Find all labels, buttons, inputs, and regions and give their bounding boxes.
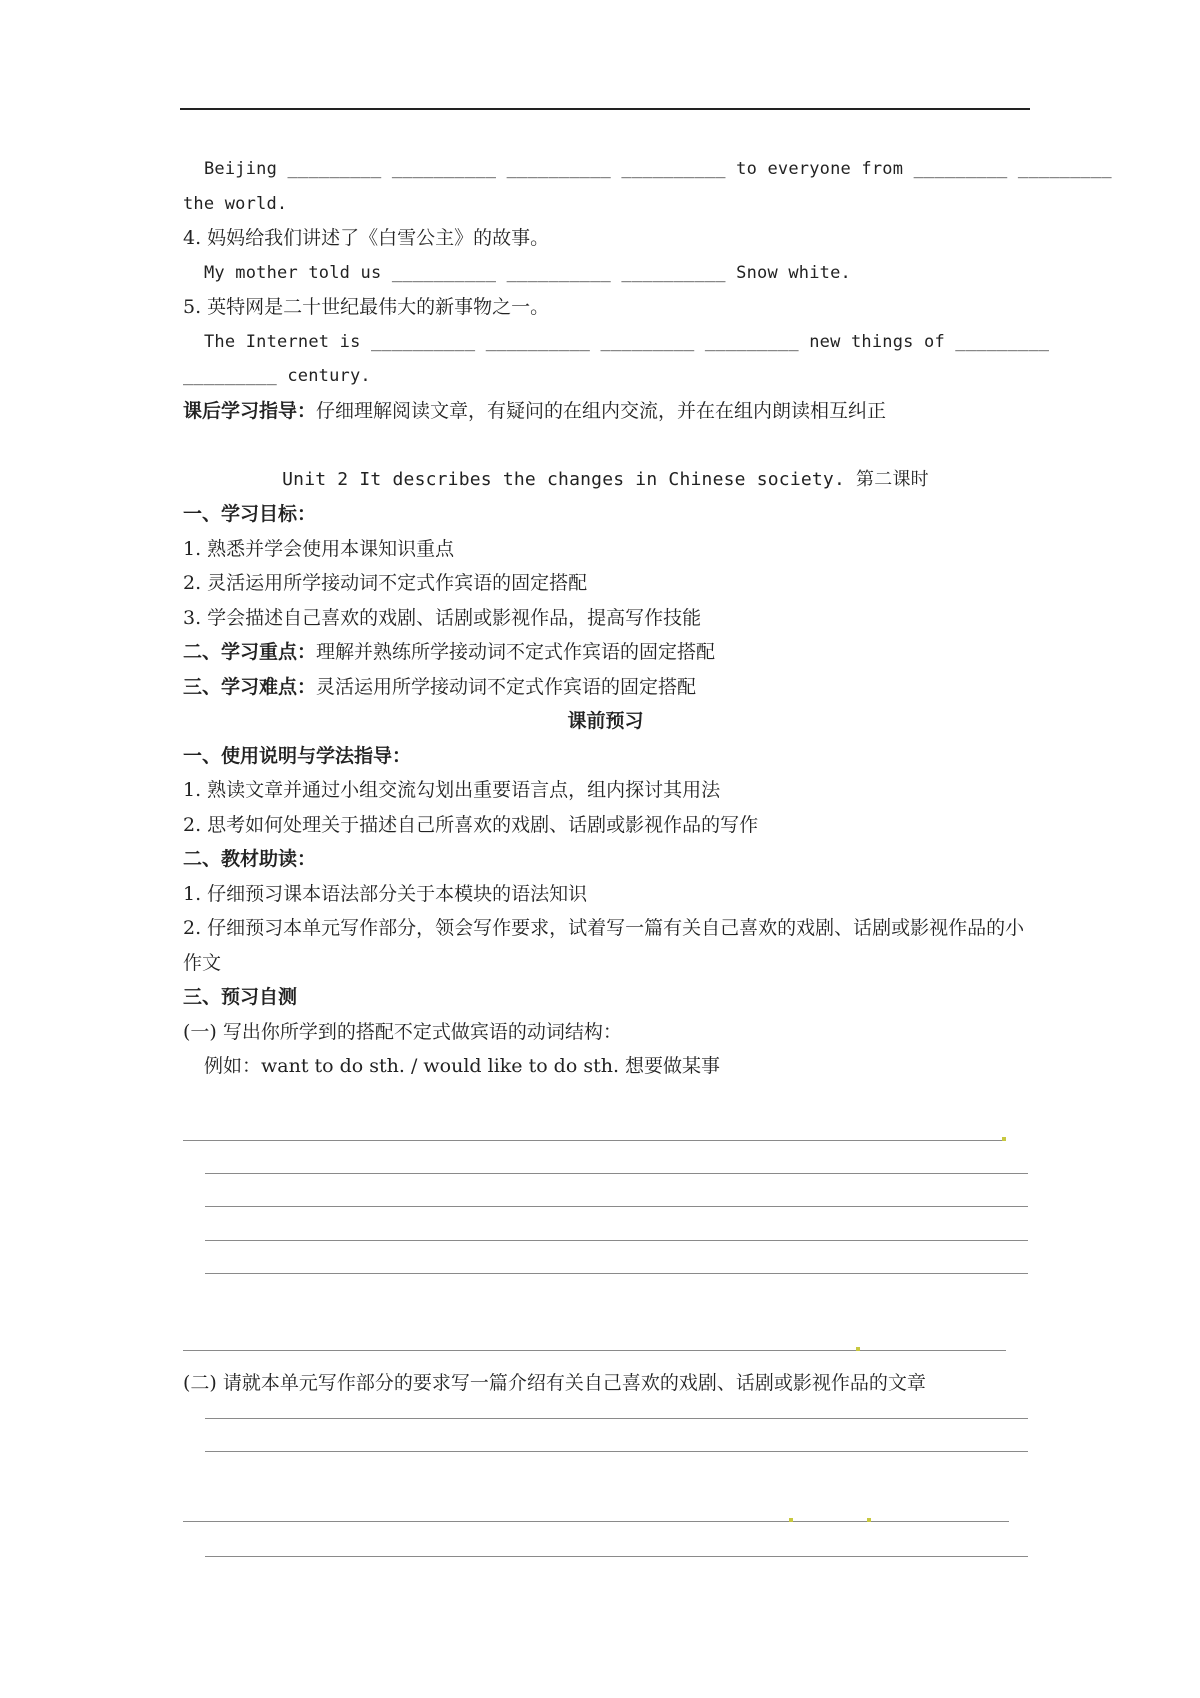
answer-line[interactable] bbox=[205, 1273, 1028, 1274]
answer-line[interactable] bbox=[205, 1206, 1028, 1207]
textbook-item: 1. 仔细预习课本语法部分关于本模块的语法知识 bbox=[183, 882, 588, 905]
spacer bbox=[183, 428, 1028, 463]
answer-line[interactable] bbox=[183, 1140, 1003, 1141]
answer-line[interactable] bbox=[183, 1350, 1006, 1351]
question-5-line-2: _________ century. bbox=[183, 366, 371, 386]
question-4-answer: My mother told us __________ __________ __________ Snow white. bbox=[204, 262, 851, 283]
part-2-prompt: (二) 请就本单元写作部分的要求写一篇介绍有关自己喜欢的戏剧、话剧或影视作品的文章 bbox=[183, 1372, 926, 1394]
after-class-text: 仔细理解阅读文章，有疑问的在组内交流，并在在组内朗读相互纠正 bbox=[316, 399, 887, 422]
difficulty bbox=[183, 670, 1028, 705]
key-points bbox=[183, 635, 1028, 670]
answer-line[interactable] bbox=[183, 1521, 1009, 1522]
self-test-heading: 三、预习自测 bbox=[183, 986, 298, 1008]
highlight-mark bbox=[1002, 1137, 1006, 1141]
goal-item: 2. 灵活运用所学接动词不定式作宾语的固定搭配 bbox=[183, 572, 588, 594]
textbook-heading: 二、教材助读： bbox=[183, 848, 317, 870]
unit-title: Unit 2 It describes the changes in Chinese society. 第二课时 bbox=[282, 468, 929, 490]
answer-line[interactable] bbox=[205, 1556, 1028, 1557]
highlight-mark bbox=[856, 1347, 860, 1351]
answer-line[interactable] bbox=[205, 1173, 1028, 1174]
worksheet-page bbox=[183, 152, 1112, 1084]
question-5-prompt: 5. 英特网是二十世纪最伟大的新事物之一。 bbox=[183, 296, 550, 318]
difficulty-label: 三、学习难点： bbox=[183, 675, 317, 698]
goal-item: 1. 熟悉并学会使用本课知识重点 bbox=[183, 537, 455, 560]
question-5-line-1: The Internet is __________ __________ _________ _________ new things of _________ bbox=[204, 331, 1050, 352]
highlight-mark bbox=[789, 1518, 793, 1522]
usage-heading: 一、使用说明与学法指导： bbox=[183, 744, 412, 767]
highlight-mark bbox=[867, 1518, 871, 1522]
usage-item: 1. 熟读文章并通过小组交流勾划出重要语言点，组内探讨其用法 bbox=[183, 779, 721, 801]
part-1-prompt: (一) 写出你所学到的搭配不定式做宾语的动词结构： bbox=[183, 1020, 622, 1043]
difficulty-text: 灵活运用所学接动词不定式作宾语的固定搭配 bbox=[316, 675, 697, 698]
preview-title: 课前预习 bbox=[567, 710, 644, 732]
goal-item: 3. 学会描述自己喜欢的戏剧、话剧或影视作品，提高写作技能 bbox=[183, 606, 702, 629]
goals-heading: 一、学习目标： bbox=[183, 503, 317, 525]
usage-item: 2. 思考如何处理关于描述自己所喜欢的戏剧、话剧或影视作品的写作 bbox=[183, 813, 759, 836]
key-points-label: 二、学习重点： bbox=[183, 641, 317, 663]
answer-line[interactable] bbox=[205, 1451, 1028, 1452]
textbook-item: 2. 仔细预习本单元写作部分，领会写作要求，试着写一篇有关自己喜欢的戏剧、话剧或影视作品的小作文 bbox=[183, 917, 1025, 974]
answer-line[interactable] bbox=[205, 1240, 1028, 1241]
header-rule bbox=[180, 108, 1030, 110]
answer-line[interactable] bbox=[205, 1418, 1028, 1419]
question-3-line-1: Beijing _________ __________ __________ __________ to everyone from _________ _________ bbox=[204, 159, 1112, 179]
part-1-example: 例如：want to do sth. / would like to do sth. 想要做某事 bbox=[204, 1055, 721, 1077]
question-3-line-2: the world. bbox=[183, 193, 288, 214]
question-4-prompt: 4. 妈妈给我们讲述了《白雪公主》的故事。 bbox=[183, 227, 550, 249]
key-points-text: 理解并熟练所学接动词不定式作宾语的固定搭配 bbox=[316, 641, 716, 663]
after-class-label: 课后学习指导： bbox=[183, 399, 317, 422]
after-class-guidance bbox=[183, 394, 1028, 429]
